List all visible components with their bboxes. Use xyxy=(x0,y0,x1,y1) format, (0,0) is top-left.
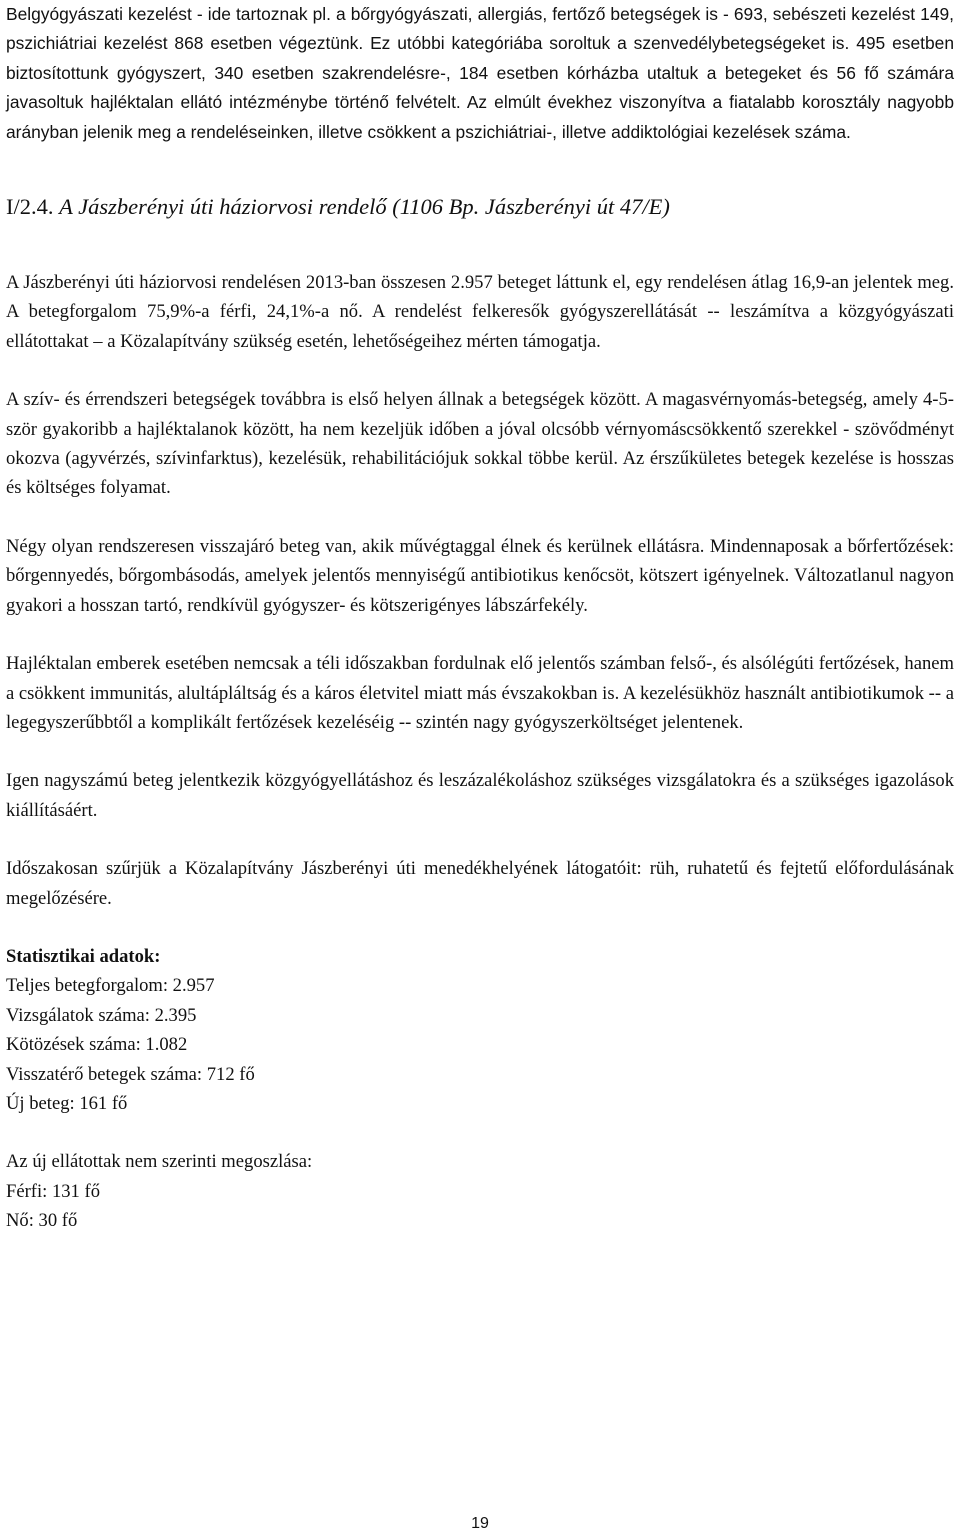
section-number: I/2.4. xyxy=(6,194,54,220)
paragraph-certificates: Igen nagyszámú beteg jelentkezik közgyógyellátáshoz és leszázalékoláshoz szükséges vizsgálatokra és a szükséges igazolások kiállításáért. xyxy=(6,770,954,821)
distribution-block xyxy=(6,1147,954,1235)
paragraph-screening: Időszakosan szűrjük a Közalapítvány Jászberényi úti menedékhelyének látogatóit: rüh, ruhatetű és fejtetű előfordulásának megelőzésére. xyxy=(6,858,954,909)
page-number: 19 xyxy=(471,1515,489,1532)
section-title: A Jászberényi úti háziorvosi rendelő (1106 Bp. Jászberényi út 47/E) xyxy=(59,194,670,220)
stat-new-patients: Új beteg: 161 fő xyxy=(6,1092,128,1114)
stat-returning-patients: Visszatérő betegek száma: 712 fő xyxy=(6,1063,255,1085)
statistics-title: Statisztikai adatok: xyxy=(6,945,161,967)
stat-dressings: Kötözések száma: 1.082 xyxy=(6,1034,188,1056)
stat-examinations: Vizsgálatok száma: 2.395 xyxy=(6,1004,197,1026)
paragraph-skin-infections: Négy olyan rendszeresen visszajáró beteg van, akik művégtaggal élnek és kerülnek ellátásra. Mindennaposak a bőrfertőzések: bőrgennyedés, bőrgombásodás, amelyek jelentős mennyiségű antibiotikus kenőcsöt, kötszert igényelnek. Változatlanul nagyon gyakori a hosszan tartó, rendkívül gyógyszer- és kötszerigényes lábszárfekély. xyxy=(6,535,954,616)
document-page xyxy=(6,0,954,1236)
distribution-title: Az új ellátottak nem szerinti megoszlása: xyxy=(6,1151,313,1173)
stat-total-traffic: Teljes betegforgalom: 2.957 xyxy=(6,975,215,997)
statistics-block xyxy=(6,942,954,1118)
intro-paragraph: Belgyógyászati kezelést - ide tartoznak pl. a bőrgyógyászati, allergiás, fertőző betegségek is - 693, sebészeti kezelést 149, pszichiátriai kezelést 868 esetben végeztünk. Ez utóbbi kategóriába soroltuk a szenvedélybetegségeket is. 495 esetben biztosítottunk gyógyszert, 340 esetben szakrendelésre-, 184 esetben kórházba utaltuk a betegeket és 56 fő számára javasoltuk hajléktalan ellátó intézménybe történő felvételt. Az elmúlt évekhez viszonyítva a fiatalabb korosztály nagyobb arányban jelenik meg a rendeléseinken, illetve csökkent a pszichiátriai-, illetve addiktológiai kezelések száma. xyxy=(6,4,954,142)
paragraph-respiratory: Hajléktalan emberek esetében nemcsak a téli időszakban fordulnak elő jelentős számban felső-, és alsólégúti fertőzések, hanem a csökkent immunitás, alultápláltság és a káros életvitel miatt más évszakokban is. A kezelésükhöz használt antibiotikumok -- a legegyszerűbbtől a komplikált fertőzések kezeléséig -- szintén nagy gyógyszerköltséget jelentenek. xyxy=(6,653,954,733)
distribution-female: Nő: 30 fő xyxy=(6,1210,78,1232)
distribution-male: Férfi: 131 fő xyxy=(6,1180,100,1202)
paragraph-traffic: A Jászberényi úti háziorvosi rendelésen 2013-ban összesen 2.957 beteget láttunk el, egy rendelésen átlag 16,9-an jelentek meg. A betegforgalom 75,9%-a férfi, 24,1%-a nő. A rendelést felkeresők gyógyszerellátását -- leszámítva a közgyógyászati ellátottakat – a Közalapítvány szükség esetén, lehetőségeihez mérten támogatja. xyxy=(6,272,954,352)
paragraph-cardiovascular: A szív- és érrendszeri betegségek továbbra is első helyen állnak a betegségek között. A magasvérnyomás-betegség, amely 4-5-ször gyakoribb a hajléktalanok között, ha nem kezeljük időben a jóval olcsóbb vérnyomáscsökkentő szerekkel - szövődményt okozva (agyvérzés, szívinfarktus), kezelésük, rehabilitációjuk sokkal többe kerül. Az érszűkületes betegek kezelése is hosszas és költséges folyamat. xyxy=(6,389,954,499)
section-heading xyxy=(6,192,954,222)
